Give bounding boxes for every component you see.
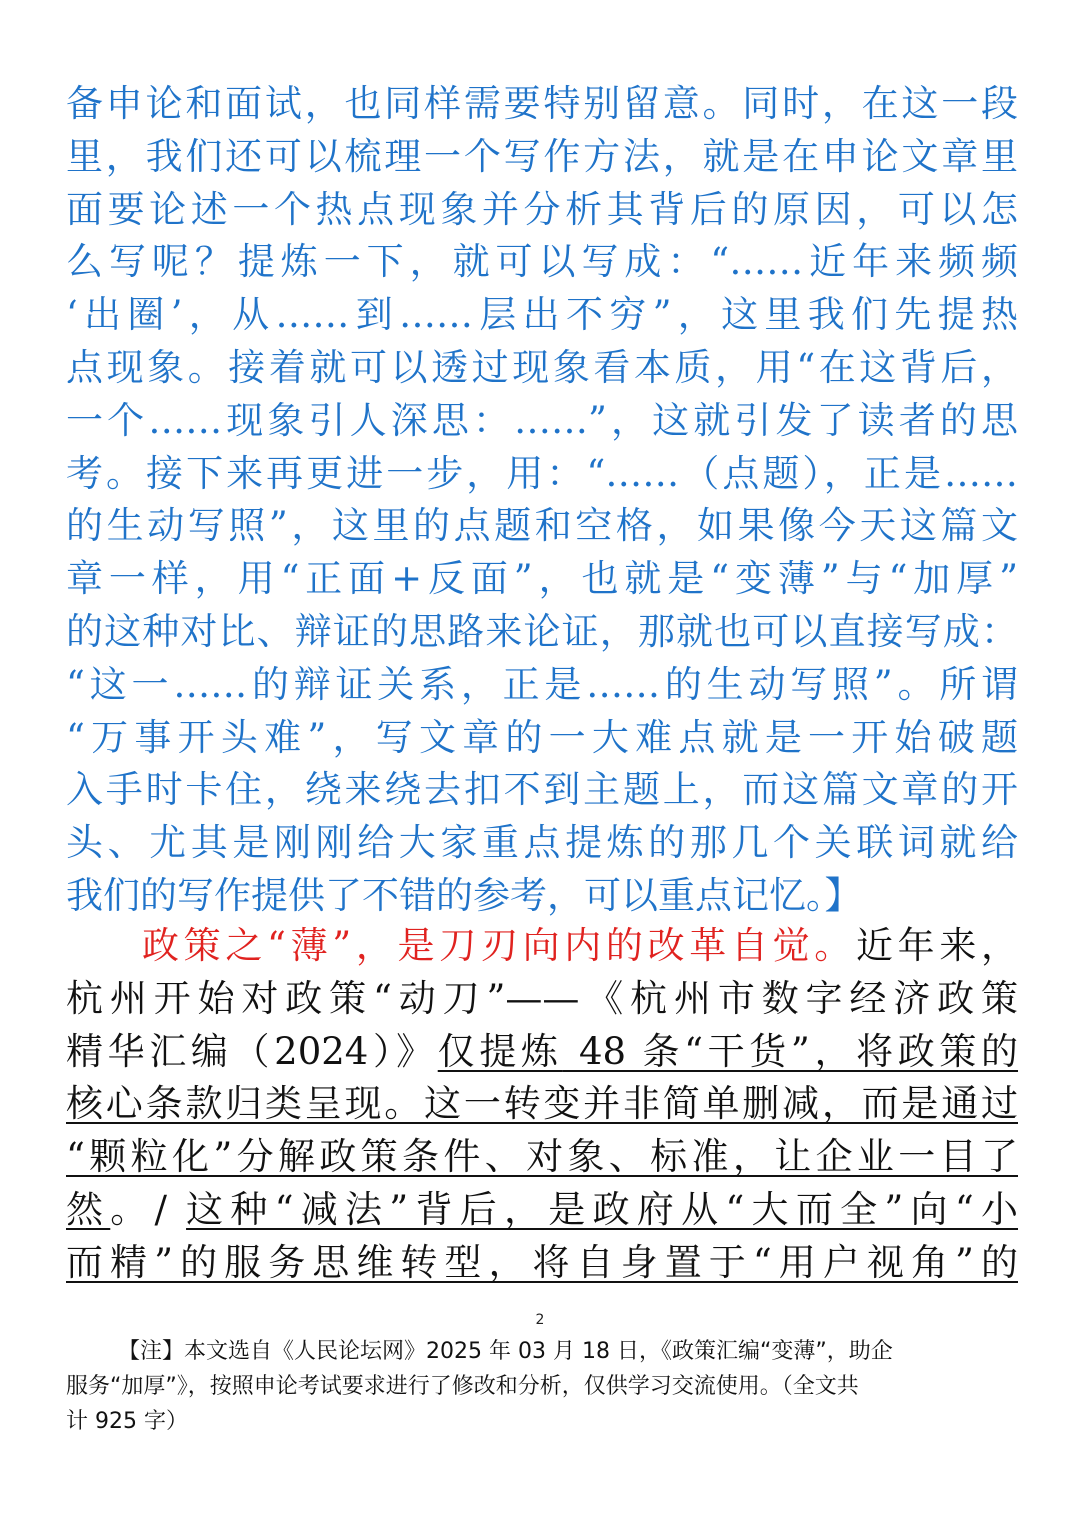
analysis-line: “这一……的辩证关系，正是……的生动写照”。所谓: [66, 662, 1018, 706]
underlined-text: 这种“减法”背后，是政府从“大而全”向“小: [186, 1187, 1019, 1231]
analysis-line: 里，我们还可以梳理一个写作方法，就是在申论文章里: [66, 134, 1018, 178]
footnote: [66, 1334, 1018, 1439]
body-line: 核心条款归类呈现。这一转变并非简单删减，而是通过: [66, 1082, 1018, 1126]
footnote-line: 【注】本文选自《人民论坛网》2025 年 03 月 18 日，《政策汇编“变薄”，助企: [118, 1339, 893, 1364]
body-paragraph: [66, 920, 1018, 1290]
analysis-line: 么写呢？提炼一下，就可以写成：“……近年来频频: [66, 240, 1018, 284]
body-text-span: 近年来，: [855, 924, 1018, 967]
analysis-line: 入手时卡住，绕来绕去扣不到主题上，而这篇文章的开: [66, 768, 1018, 812]
analysis-line: 章一样，用“正面+反面”，也就是“变薄”与“加厚”: [66, 557, 1018, 601]
analysis-line: 头、尤其是刚刚给大家重点提炼的那几个关联词就给: [66, 821, 1018, 865]
analysis-line: 考。接下来再更进一步，用：“……（点题），正是……: [66, 451, 1018, 495]
analysis-line: ‘出圈’，从……到……层出不穷”，这里我们先提热: [66, 293, 1018, 337]
body-line: [66, 1026, 1018, 1079]
footnote-line: 服务“加厚”》，按照申论考试要求进行了修改和分析，仅供学习交流使用。（全文共: [66, 1374, 859, 1399]
page-number: 2: [535, 1312, 545, 1328]
analysis-line: 我们的写作提供了不错的参考，可以重点记忆。】: [66, 873, 862, 917]
body-line: 杭州开始对政策“动刀”——《杭州市数字经济政策: [66, 976, 1018, 1020]
section-heading: 政策之“薄”，是刀刃向内的改革自觉。: [142, 924, 856, 967]
underlined-text: 仅提炼: [437, 1029, 563, 1073]
body-text-span: 精华汇编（2024）》: [66, 1029, 438, 1073]
analysis-line: 面要论述一个热点现象并分析其背后的原因，可以怎: [66, 187, 1018, 231]
underlined-text: 然: [66, 1187, 111, 1231]
body-line: [66, 1184, 1018, 1237]
underlined-text: 48 条“干货”，将政策的: [562, 1029, 1019, 1073]
body-text-span: 。/: [110, 1187, 187, 1231]
analysis-paragraph: [66, 78, 1018, 923]
body-line: 而精”的服务思维转型，将自身置于“用户视角”的: [66, 1240, 1018, 1284]
analysis-line: 的生动写照”，这里的点题和空格，如果像今天这篇文: [66, 504, 1018, 548]
analysis-line: 一个……现象引人深思：……”，这就引发了读者的思: [66, 398, 1018, 442]
body-line: [66, 920, 1018, 973]
body-line: “颗粒化”分解政策条件、对象、标准，让企业一目了: [66, 1135, 1018, 1179]
footnote-line: 计 925 字）: [66, 1409, 188, 1434]
analysis-line: 的这种对比、辩证的思路来论证，那就也可以直接写成：: [66, 609, 1018, 653]
analysis-line: 点现象。接着就可以透过现象看本质，用“在这背后，: [66, 345, 1018, 389]
analysis-line: “万事开头难”，写文章的一大难点就是一开始破题: [66, 715, 1018, 759]
analysis-line: 备申论和面试，也同样需要特别留意。同时，在这一段: [66, 82, 1018, 125]
